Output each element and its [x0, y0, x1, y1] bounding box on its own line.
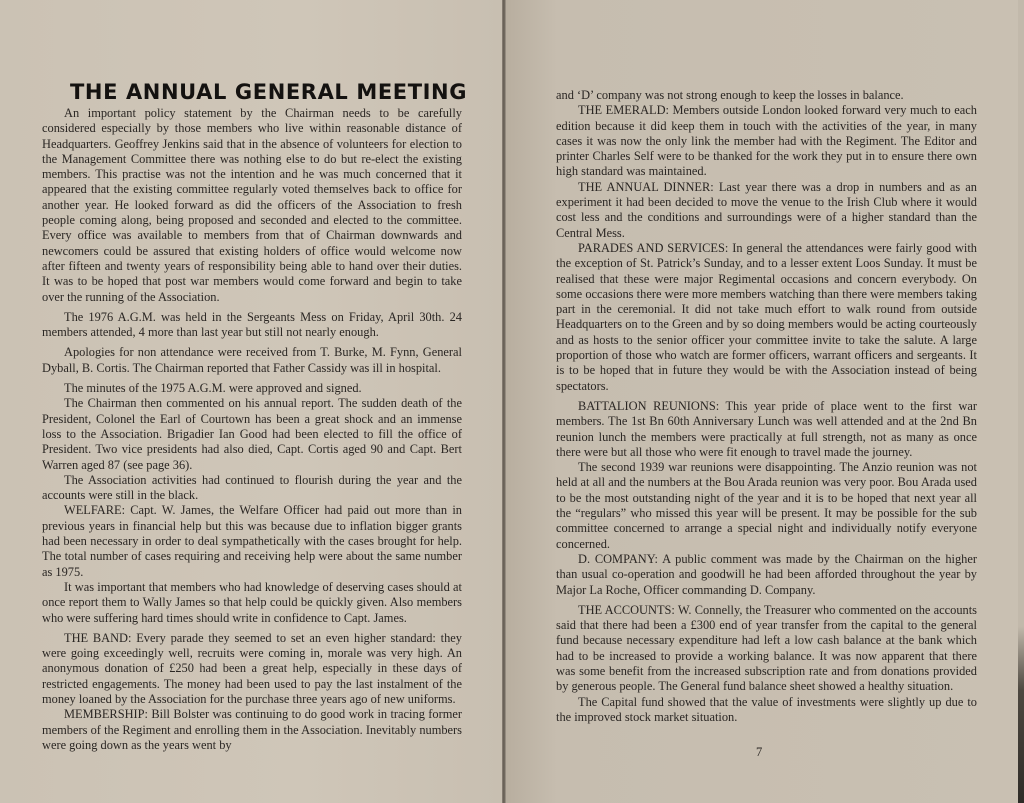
right-column: [556, 88, 977, 725]
paragraph-policy-statement: An important policy statement by the Chairman needs to be carefully considered especially by those members who live within reasonable distance of Headquarters. Geoffrey Jenkins said that in the absence of volunteers for election to the Management Committee there was nothing else to do but re-elect the existing members. This practise was not the intention and he was much concerned that it appeared that the existing committee regularly voted themselves back to office for another year. He looked forward as did the officers of the Association to fresh people coming along, being proposed and seconded and elected to the committee. Every office was available to members from that of Chairman downwards and newcomers could be assured that existing holders of office would welcome now after fifteen and twenty years of responsibility being able to hand over their duties. It was to be hoped that post war members would come forward and begin to take over the running of the Association.: [42, 106, 462, 304]
paragraph-deserving-cases: It was important that members who had knowledge of deserving cases should at once report them to Wally James so that help could be quickly given. Also members who were suffering hard times should write in confidence to Capt. James.: [42, 579, 462, 625]
paragraph-activities: The Association activities had continued to flourish during the year and the accounts were still in the black.: [42, 472, 462, 503]
paragraph-d-company: D. COMPANY: A public comment was made by the Chairman on the higher than usual co-operation and goodwill he had been afforded throughout the year by Major La Roche, Officer commanding D. Company.: [556, 551, 977, 597]
paragraph-agm-held: The 1976 A.G.M. was held in the Sergeants Mess on Friday, April 30th. 24 members attended, 4 more than last year but still not nearly enough.: [42, 309, 462, 340]
paragraph-annual-report: The Chairman then commented on his annual report. The sudden death of the President, Colonel the Earl of Courtown has been a great shock and an immense loss to the Association. Brigadier Ian Good had been elected to fill the office of President. Two vice presidents had also died, Capt. Cortis aged 90 and Capt. Bert Warren aged 87 (see page 36).: [42, 396, 462, 472]
paragraph-capital-fund: The Capital fund showed that the value of investments were slightly up due to the improved stock market situation.: [556, 694, 977, 724]
paragraph-continuation: and ‘D’ company was not strong enough to keep the losses in balance.: [556, 88, 904, 102]
paragraph-1939-reunions: The second 1939 war reunions were disappointing. The Anzio reunion was not held at all and the numbers at the Bou Arada reunion was very poor. Bou Arada used to be the most outstanding night of the year and it is to be hoped that next year all the “regulars” who missed this year will be present. It may be possible for the sub committee concerned to arrange a special night and individually notify everyone concerned.: [556, 460, 977, 551]
paragraph-battalion-reunions: BATTALION REUNIONS: This year pride of place went to the first war members. The 1st Bn 60th Anniversary Lunch was well attended and at the 2nd Bn reunion lunch the members were practically at full strength, not as many as once there were but all those who were fit enough to travel made the journey.: [556, 398, 977, 459]
left-page: [0, 0, 502, 803]
page-number: 7: [756, 745, 763, 759]
page-edge: [1018, 0, 1024, 803]
paragraph-welfare: WELFARE: Capt. W. James, the Welfare Officer had paid out more than in previous years in financial help but this was because due to inflation bigger grants had been necessary in order to deal sympathetically with the cases brought for help. The total number of cases requiring and receiving help were about the same number as 1975.: [42, 503, 462, 579]
paragraph-apologies: Apologies for non attendance were received from T. Burke, M. Fynn, General Dyball, B. Cortis. The Chairman reported that Father Cassidy was ill in hospital.: [42, 345, 462, 375]
paragraph-membership: MEMBERSHIP: Bill Bolster was continuing to do good work in tracing former members of the Regiment and enrolling them in the Association. Inevitably numbers were going down as the years went by: [42, 707, 462, 752]
paragraph-emerald: THE EMERALD: Members outside London looked forward very much to each edition because it did keep them in touch with the activities of the year, in many cases it was now the only link the member had with the Regiment. The Editor and printer Charles Self were to be thanked for the work they put in to ensure there own high standard was maintained.: [556, 103, 977, 179]
paragraph-minutes: The minutes of the 1975 A.G.M. were approved and signed.: [64, 381, 362, 396]
right-page: [506, 0, 1018, 803]
page-title: THE ANNUAL GENERAL MEETING: [70, 80, 468, 104]
paragraph-parades: PARADES AND SERVICES: In general the attendances were fairly good with the exception of St. Patrick’s Sunday, and to a lesser extent Loos Sunday. It must be realised that these were major Regimental occasions and concern everybody. On some occasions there were more members watching than there were members taking part in the ceremonial. It did not take much effort to walk round from outside Headquarters on to the Green and by so doing members would be acting courteously and as hosts to the senior officer your committee invite to take the salute. A large proportion of those who watch are former officers, warrant officers and sergeants. It is to be hoped that in future they would be with the Association instead of being spectators.: [556, 240, 977, 393]
paragraph-band: THE BAND: Every parade they seemed to set an even higher standard: they were going exceedingly well, recruits were coming in, morale was very high. An anonymous donation of £250 had been a great help, especially in these days of restricted engagements. The money had been used to pay the last instalment of the money loaned by the Association for the purchase three years ago of new uniforms.: [42, 630, 462, 706]
paragraph-accounts: THE ACCOUNTS: W. Connelly, the Treasurer who commented on the accounts said that there had been a £300 end of year transfer from the capital to the general fund because necessary expenditure had left a low cash balance at the bank which had to be increased to provide a working balance. It was now apparent that there was some benefit from the increased subscription rate and from donations provided by generous people. The General fund balance sheet showed a healthy situation.: [556, 602, 977, 694]
left-column: [42, 106, 462, 753]
paragraph-annual-dinner: THE ANNUAL DINNER: Last year there was a drop in numbers and as an experiment it had been decided to move the venue to the Irish Club where it would cost less and the conditions and surroundings were of a higher standard than the Central Mess.: [556, 179, 977, 240]
